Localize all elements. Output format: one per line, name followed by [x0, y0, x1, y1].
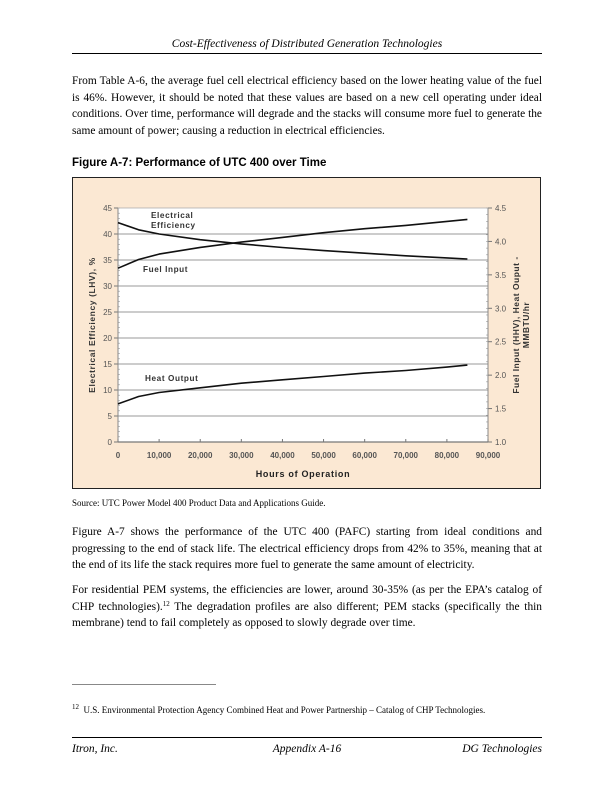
- y2-axis-title-1: Fuel Input (HHV), Heat Ouput -: [511, 256, 521, 394]
- figure-discussion-paragraph: Figure A-7 shows the performance of the UTC 400 (PAFC) starting from ideal conditions and progressing to the end of stack life. The electrical efficiency drops from 42% to 35%, meaning that at the end of its life the stack requires more fuel to generate the same amount of electricity.: [72, 526, 542, 572]
- label-fuel-input: Fuel Input: [143, 265, 189, 274]
- footnote: [72, 705, 485, 715]
- y-tick-label: 45: [103, 204, 112, 213]
- y-tick-label: 30: [103, 282, 112, 291]
- x-tick-label: 60,000: [352, 451, 377, 460]
- y2-tick-label: 2.0: [495, 371, 507, 381]
- header-divider: [72, 53, 542, 54]
- y-tick-label: 25: [103, 308, 112, 317]
- y-axis-title: Electrical Efficiency (LHV), %: [87, 257, 97, 393]
- pem-text-a: For residential PEM systems, the efficiencies are lower, around 30-35% (as per the EPA’s catalog of CHP technologies).: [72, 584, 542, 613]
- pem-paragraph: [72, 582, 542, 632]
- x-axis-title: Hours of Operation: [255, 469, 351, 479]
- footer-company: Itron, Inc.: [72, 743, 118, 755]
- footer-page-number: Appendix A-16: [272, 743, 342, 755]
- plot-area: [118, 208, 488, 442]
- x-tick-label: 90,000: [475, 451, 501, 460]
- y2-tick-label: 1.0: [495, 438, 507, 447]
- footnote-ref[interactable]: 12: [162, 599, 170, 608]
- y2-axis-title-2: MMBTU/hr: [521, 301, 531, 349]
- y-tick-label: 15: [103, 360, 112, 369]
- x-tick-label: 50,000: [311, 451, 336, 460]
- y2-tick-label: 1.5: [495, 404, 507, 414]
- x-tick-label: 70,000: [393, 451, 419, 460]
- y-tick-label: 10: [103, 386, 112, 395]
- y2-tick-label: 3.0: [495, 304, 507, 314]
- intro-paragraph: From Table A-6, the average fuel cell electrical efficiency based on the lower heating value of the fuel is 46%. However, it should be noted that these values are based on a new cell operating under ideal conditions. Over time, performance will degrade and the stacks will consume more fuel to generate the same amount of power; causing a reduction in electrical efficiencies.: [72, 75, 542, 137]
- x-tick-label: 80,000: [434, 451, 460, 460]
- footer-divider: [72, 737, 542, 738]
- chart-frame: [72, 177, 541, 489]
- label-heat-output: Heat Output: [145, 374, 199, 383]
- y2-tick-label: 4.0: [495, 237, 507, 247]
- figure-source: Source: UTC Power Model 400 Product Data and Applications Guide.: [72, 498, 326, 508]
- y-tick-label: 35: [103, 256, 112, 265]
- page-footer: [72, 743, 542, 759]
- label-electrical-efficiency-1: Electrical: [151, 211, 194, 220]
- footer-section: DG Technologies: [462, 743, 542, 755]
- footnote-text: U.S. Environmental Protection Agency Combined Heat and Power Partnership – Catalog of CHP Technologies.: [83, 705, 486, 715]
- running-header: Cost-Effectiveness of Distributed Generation Technologies: [171, 38, 443, 50]
- x-tick-label: 30,000: [229, 451, 254, 460]
- y-tick-label: 0: [107, 438, 112, 447]
- x-tick-label: 40,000: [270, 451, 295, 460]
- footnote-divider: [72, 684, 216, 685]
- y-tick-label: 20: [103, 334, 112, 343]
- y2-tick-label: 3.5: [495, 270, 507, 280]
- y-tick-label: 40: [103, 230, 112, 239]
- pem-text-b: The degradation profiles are also different; PEM stacks (specifically the thin membrane) tend to fail completely as opposed to slowly degrade over time.: [72, 600, 542, 630]
- x-tick-label: 10,000: [146, 451, 172, 460]
- performance-chart: [73, 178, 542, 490]
- y2-tick-label: 2.5: [495, 337, 507, 347]
- x-tick-label: 20,000: [187, 451, 213, 460]
- label-electrical-efficiency-2: Efficiency: [151, 221, 196, 230]
- figure-title: Figure A-7: Performance of UTC 400 over Time: [72, 157, 327, 169]
- y-tick-label: 5: [107, 412, 112, 421]
- footnote-number: 12: [72, 703, 79, 711]
- x-tick-label: 0: [115, 451, 121, 460]
- y2-tick-label: 4.5: [495, 204, 507, 213]
